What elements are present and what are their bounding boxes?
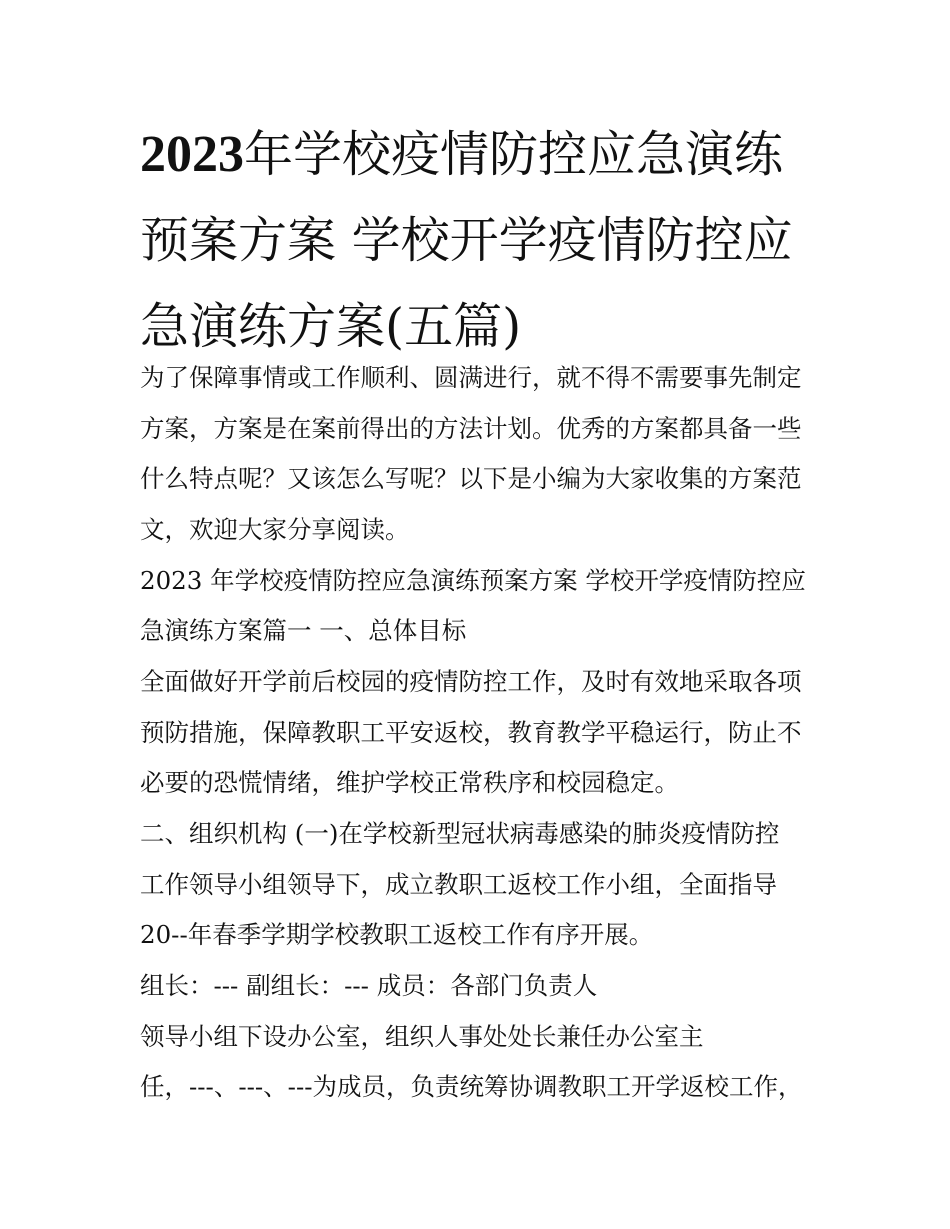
title-text: 年学校疫情防控应急演练预案方案 学校开学疫情防控应急演练方案(五篇) bbox=[140, 126, 793, 355]
body-line: 预防措施，保障教职工平安返校，教育教学平稳运行，防止不 bbox=[140, 718, 802, 747]
document-title bbox=[140, 112, 820, 370]
body-line: 必要的恐慌情绪，维护学校正常秩序和校园稳定。 bbox=[140, 768, 679, 797]
body-line: 为了保障事情或工作顺利、圆满进行，就不得不需要事先制定 bbox=[140, 363, 802, 392]
section-heading-line: 急演练方案篇一 一、总体目标 bbox=[140, 616, 467, 645]
body-line: 工作领导小组领导下，成立教职工返校工作小组，全面指导 bbox=[140, 870, 777, 899]
body-line: 任，---、---、---为成员，负责统筹协调教职工开学返校工作， bbox=[140, 1072, 803, 1101]
title-year: 2023 bbox=[140, 126, 244, 183]
body-line: 二、组织机构 (一)在学校新型冠状病毒感染的肺炎疫情防控 bbox=[140, 819, 780, 848]
body-line: 全面做好开学前后校园的疫情防控工作，及时有效地采取各项 bbox=[140, 667, 802, 696]
section-heading-line: 2023 年学校疫情防控应急演练预案方案 学校开学疫情防控应 bbox=[140, 566, 806, 595]
body-line: 组长：--- 副组长：--- 成员：各部门负责人 bbox=[140, 971, 598, 1000]
body-line: 什么特点呢？又该怎么写呢？以下是小编为大家收集的方案范 bbox=[140, 464, 802, 493]
body-line: 领导小组下设办公室，组织人事处处长兼任办公室主 bbox=[140, 1022, 704, 1051]
body-line: 文，欢迎大家分享阅读。 bbox=[140, 515, 410, 544]
body-line: 方案，方案是在案前得出的方法计划。优秀的方案都具备一些 bbox=[140, 414, 802, 443]
body-line: 20--年春季学期学校教职工返校工作有序开展。 bbox=[140, 920, 654, 949]
